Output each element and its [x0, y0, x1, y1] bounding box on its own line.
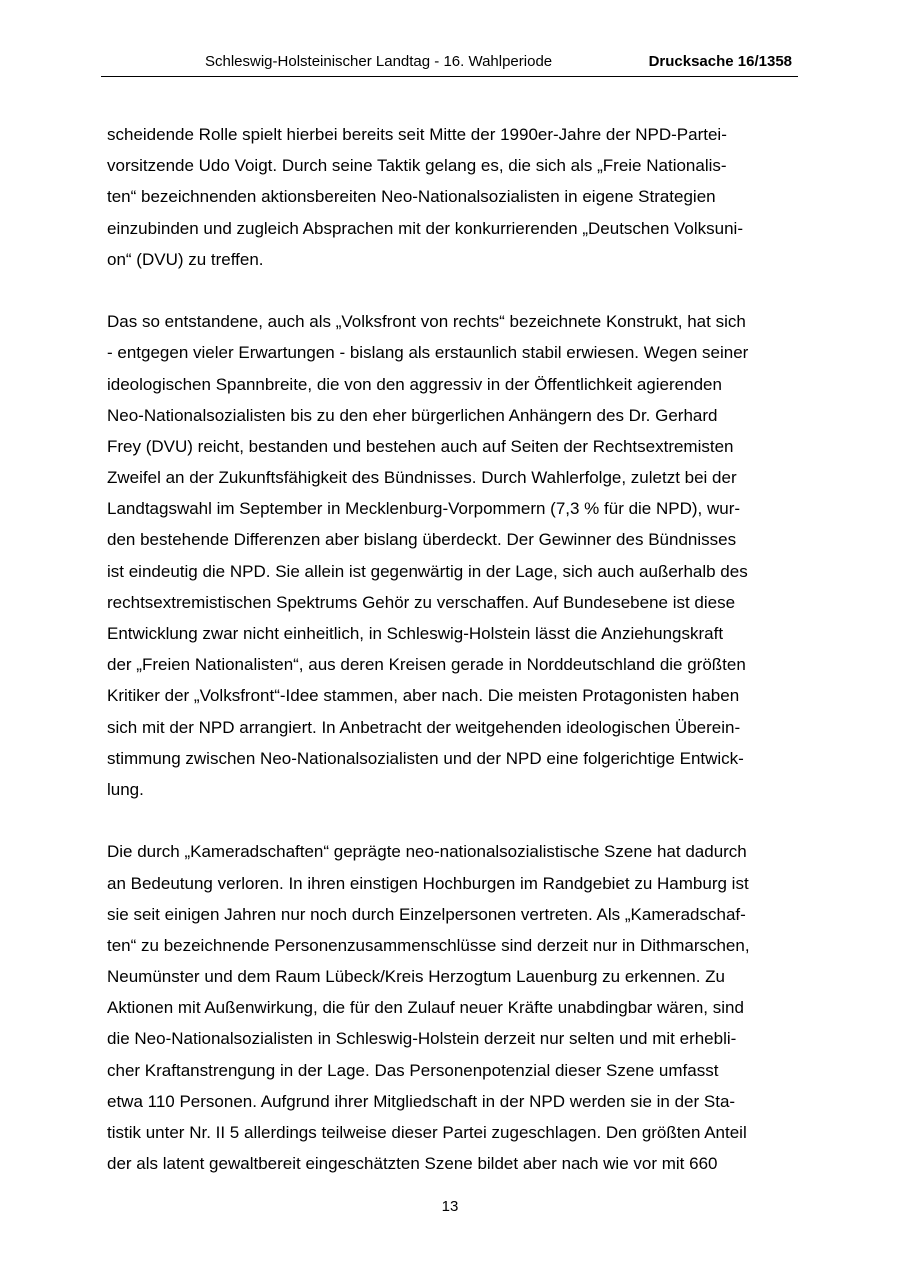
text-line: scheidende Rolle spielt hierbei bereits seit Mitte der 1990er-Jahre der NPD-Partei-	[107, 125, 727, 144]
paragraph-1	[107, 119, 797, 275]
paragraph-3	[107, 836, 797, 1179]
text-line: einzubinden und zugleich Absprachen mit der konkurrierenden „Deutschen Volksuni-	[107, 218, 743, 238]
text-line: Neumünster und dem Raum Lübeck/Kreis Herzogtum Lauenburg zu erkennen. Zu	[107, 967, 726, 987]
text-line: ideologischen Spannbreite, die von den aggressiv in der Öffentlichkeit agierenden	[107, 374, 722, 394]
text-line: lung.	[107, 779, 144, 799]
page-header	[101, 48, 798, 77]
text-line: ten“ zu bezeichnende Personenzusammenschlüsse sind derzeit nur in Dithmarschen,	[107, 935, 750, 955]
text-line: Die durch „Kameradschaften“ geprägte neo-nationalsozialistische Szene hat dadurch	[107, 842, 747, 862]
text-line: Landtagswahl im September in Mecklenburg-Vorpommern (7,3 % für die NPD), wur-	[107, 499, 741, 519]
text-line: ist eindeutig die NPD. Sie allein ist gegenwärtig in der Lage, sich auch außerhalb des	[107, 561, 748, 581]
text-line: Zweifel an der Zukunftsfähigkeit des Bündnisses. Durch Wahlerfolge, zuletzt bei der	[107, 468, 737, 488]
document-number: Drucksache 16/1358	[648, 53, 792, 70]
text-line: etwa 110 Personen. Aufgrund ihrer Mitgliedschaft in der NPD werden sie in der Sta-	[107, 1091, 736, 1111]
text-line: sich mit der NPD arrangiert. In Anbetracht der weitgehenden ideologischen Überein-	[107, 717, 741, 737]
paragraph-2	[107, 306, 797, 805]
text-line: ten“ bezeichnenden aktionsbereiten Neo-Nationalsozialisten in eigene Strategien	[107, 187, 716, 207]
text-line: an Bedeutung verloren. In ihren einstigen Hochburgen im Randgebiet zu Hamburg ist	[107, 873, 749, 893]
text-line: den bestehende Differenzen aber bislang überdeckt. Der Gewinner des Bündnisses	[107, 530, 737, 550]
text-line: Neo-Nationalsozialisten bis zu den eher bürgerlichen Anhängern des Dr. Gerhard	[107, 405, 718, 425]
text-line: Frey (DVU) reicht, bestanden und bestehen auch auf Seiten der Rechtsextremisten	[107, 436, 734, 456]
text-line: rechtsextremistischen Spektrums Gehör zu verschaffen. Auf Bundesebene ist diese	[107, 592, 736, 612]
text-line: - entgegen vieler Erwartungen - bislang als erstaunlich stabil erwiesen. Wegen seiner	[107, 343, 749, 363]
text-line: vorsitzende Udo Voigt. Durch seine Taktik gelang es, die sich als „Freie Nationalis-	[107, 156, 727, 176]
header-title: Schleswig-Holsteinischer Landtag - 16. Wahlperiode	[205, 53, 553, 70]
text-line: Aktionen mit Außenwirkung, die für den Zulauf neuer Kräfte unabdingbar wären, sind	[107, 998, 744, 1018]
text-line: Kritiker der „Volksfront“-Idee stammen, aber nach. Die meisten Protagonisten haben	[107, 686, 740, 706]
text-line: Das so entstandene, auch als „Volksfront von rechts“ bezeichnete Konstrukt, hat sich	[107, 312, 746, 332]
text-line: die Neo-Nationalsozialisten in Schleswig-Holstein derzeit nur selten und mit erhebli-	[107, 1029, 737, 1049]
page-number: 13	[441, 1198, 459, 1215]
text-line: der als latent gewaltbereit eingeschätzten Szene bildet aber nach wie vor mit 660	[107, 1154, 718, 1174]
text-line: der „Freien Nationalisten“, aus deren Kreisen gerade in Norddeutschland die größten	[107, 655, 746, 675]
body-text	[107, 119, 797, 1179]
text-line: tistik unter Nr. II 5 allerdings teilweise dieser Partei zugeschlagen. Den größten Anteil	[107, 1123, 747, 1142]
text-line: sie seit einigen Jahren nur noch durch Einzelpersonen vertreten. Als „Kameradschaf-	[107, 904, 746, 924]
text-line: stimmung zwischen Neo-Nationalsozialisten und der NPD eine folgerichtige Entwick-	[107, 748, 744, 768]
text-line: on“ (DVU) zu treffen.	[107, 249, 264, 269]
paragraph-spacer	[107, 275, 797, 306]
text-line: Entwicklung zwar nicht einheitlich, in Schleswig-Holstein lässt die Anziehungskraft	[107, 624, 724, 643]
text-line: cher Kraftanstrengung in der Lage. Das Personenpotenzial dieser Szene umfasst	[107, 1060, 719, 1080]
paragraph-spacer	[107, 805, 797, 836]
